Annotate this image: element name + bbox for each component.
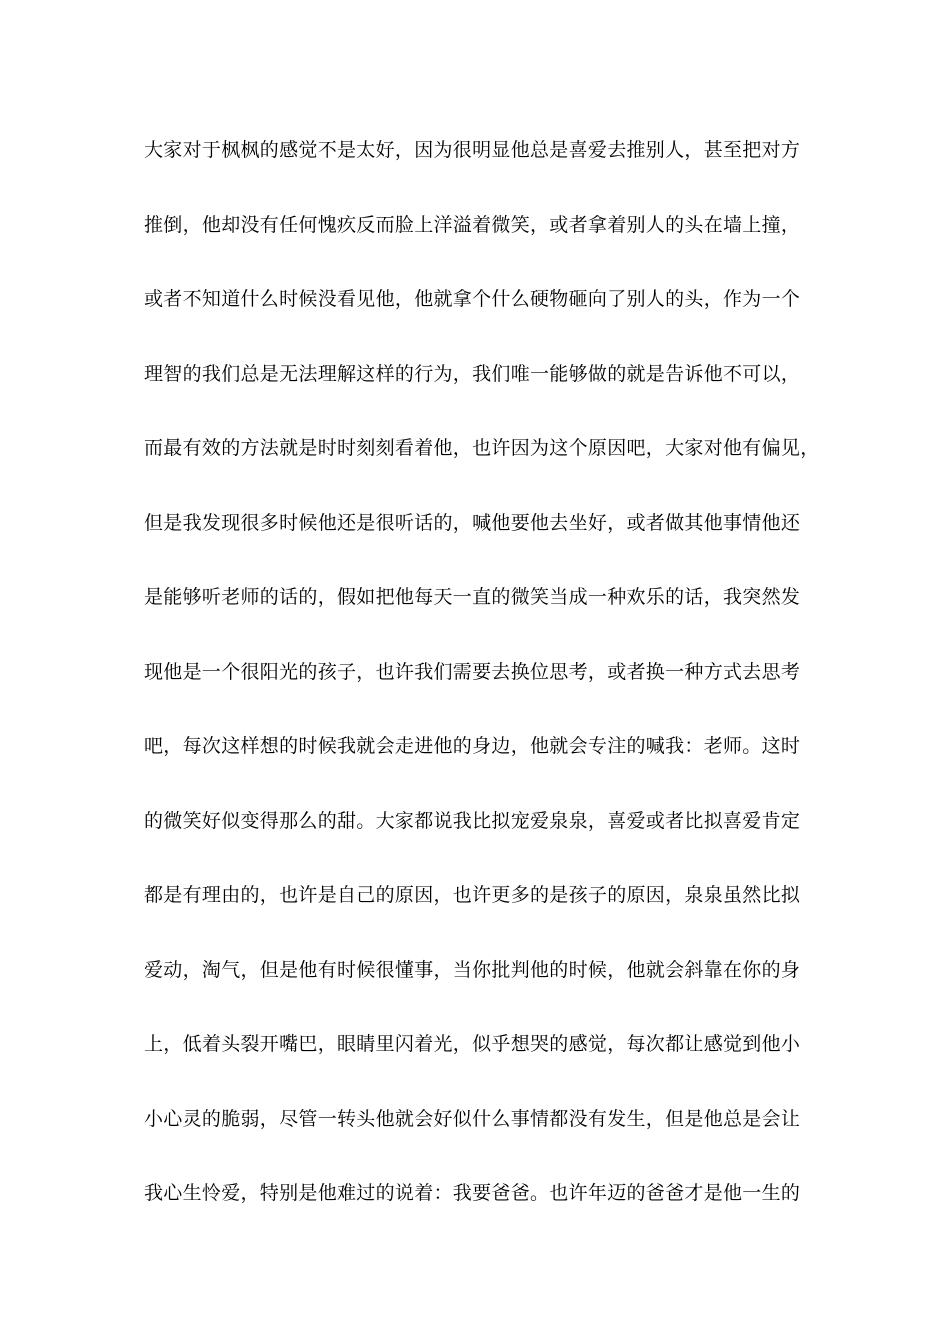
- text-line-6: 但是我发现很多时候他还是很听话的，喊他要他去坐好，或者做其他事情他还: [144, 511, 801, 534]
- text-line-2: 推倒，他却没有任何愧疚反而脸上洋溢着微笑，或者拿着别人的头在墙上撞，: [144, 213, 801, 236]
- text-line-1: 大家对于枫枫的感觉不是太好，因为很明显他总是喜爱去推别人，甚至把对方: [144, 139, 801, 161]
- body-text: [144, 132, 824, 1250]
- text-line-14: 小心灵的脆弱，尽管一转头他就会好似什么事情都没有发生，但是他总是会让: [144, 1107, 801, 1130]
- text-line-9: 吧，每次这样想的时候我就会走进他的身边，他就会专注的喊我：老师。这时: [144, 735, 801, 757]
- text-line-11: 都是有理由的，也许是自己的原因，也许更多的是孩子的原因，泉泉虽然比拟: [144, 884, 801, 906]
- text-line-12: 爱动，淘气，但是他有时候很懂事，当你批判他的时候，他就会斜靠在你的身: [144, 958, 801, 981]
- text-line-3: 或者不知道什么时候没看见他，他就拿个什么硬物砸向了别人的头，作为一个: [144, 288, 801, 310]
- text-line-15: 我心生怜爱，特别是他难过的说着：我要爸爸。也许年迈的爸爸才是他一生的: [144, 1182, 801, 1204]
- text-line-13: 上，低着头裂开嘴巴，眼睛里闪着光，似乎想哭的感觉，每次都让感觉到他小: [144, 1033, 801, 1055]
- text-line-8: 现他是一个很阳光的孩子，也许我们需要去换位思考，或者换一种方式去思考: [144, 660, 801, 683]
- text-line-7: 是能够听老师的话的，假如把他每天一直的微笑当成一种欢乐的话，我突然发: [144, 586, 801, 608]
- text-line-5: 而最有效的方法就是时时刻刻看着他，也许因为这个原因吧，大家对他有偏见，: [144, 437, 820, 459]
- text-line-4: 理智的我们总是无法理解这样的行为，我们唯一能够做的就是告诉他不可以，: [144, 362, 801, 385]
- text-line-10: 的微笑好似变得那么的甜。大家都说我比拟宠爱泉泉，喜爱或者比拟喜爱肯定: [144, 809, 801, 832]
